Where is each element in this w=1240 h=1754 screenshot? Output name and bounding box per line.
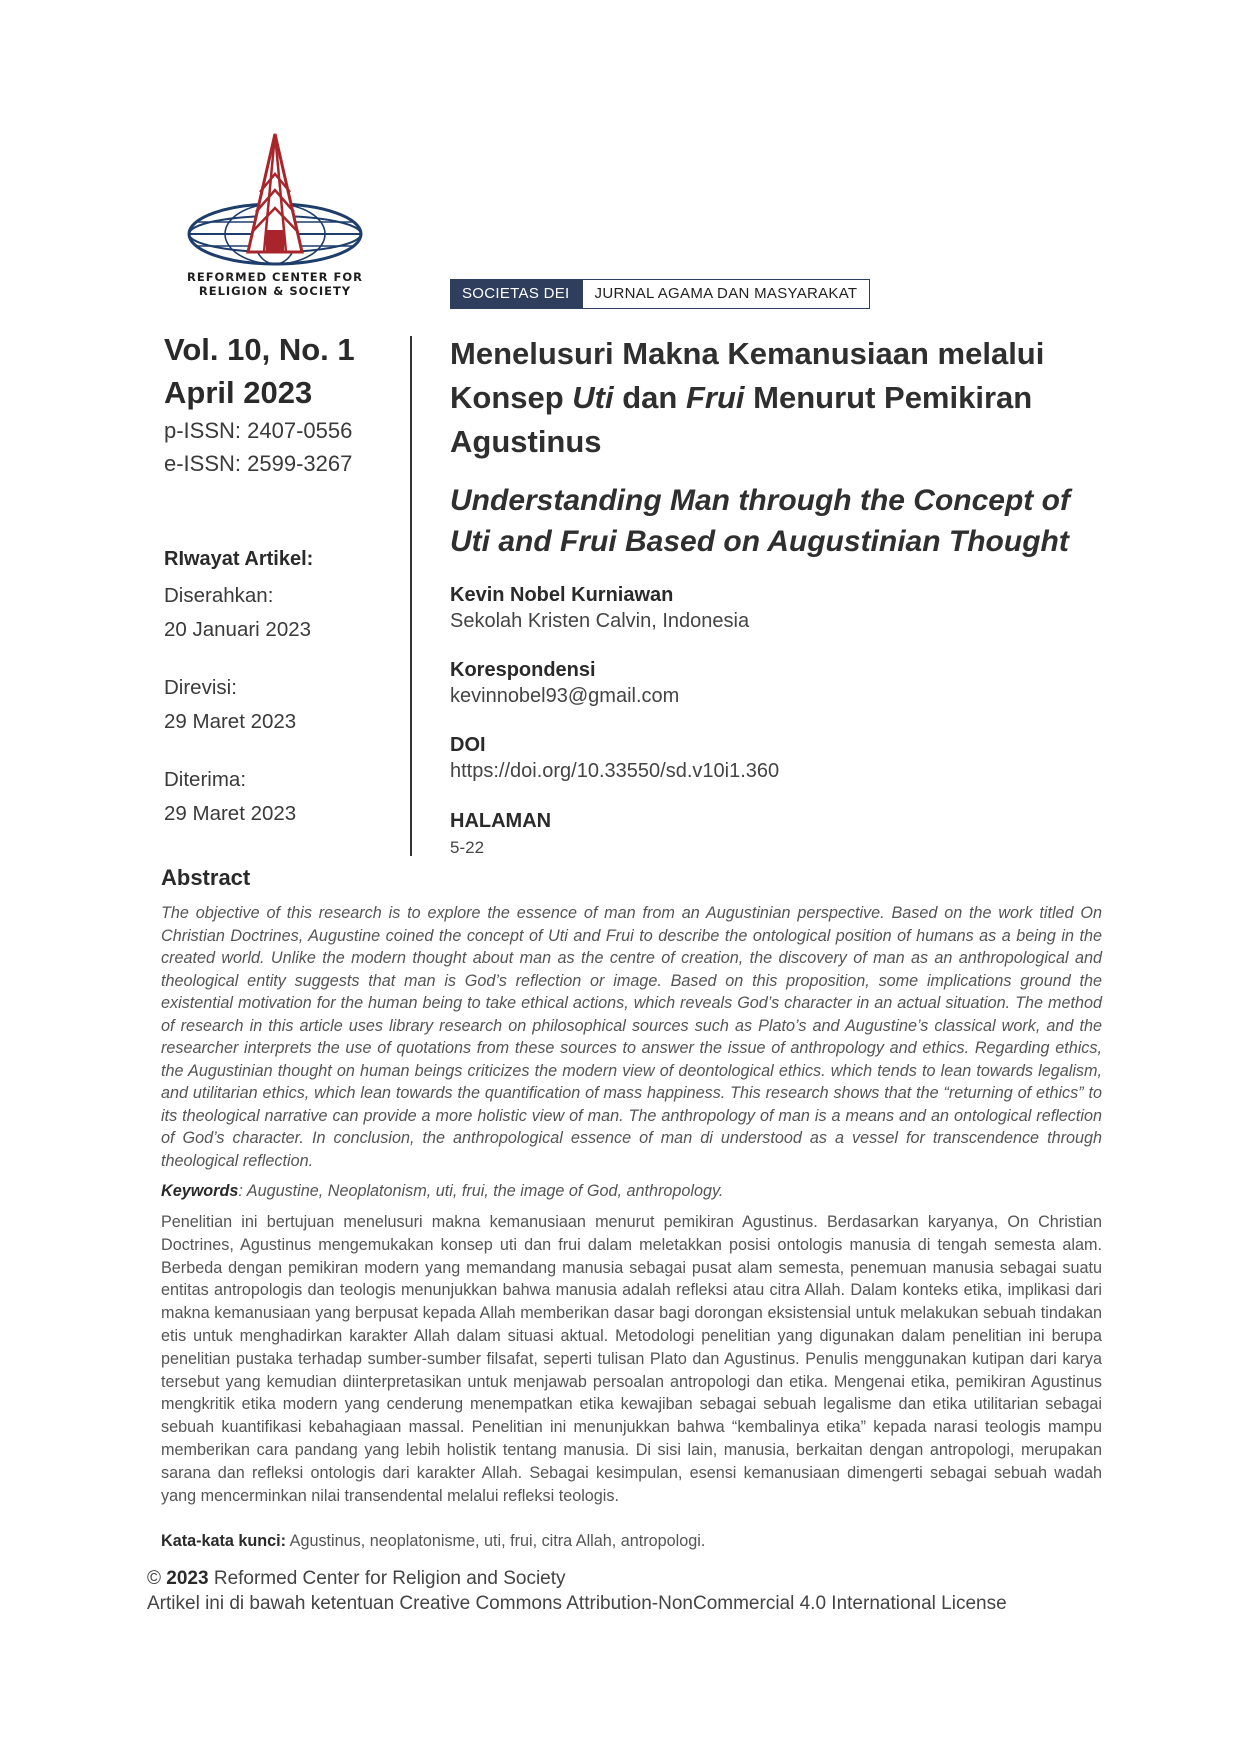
abstract-english: The objective of this research is to explore the essence of man from an Augustinian perspective. Based on the work titled On Christian Doctrines, Augustine coined the concept of Uti and Frui to describe the ontological position of humans as a being in the created world. Unlike the modern thought about man as the centre of creation, the discovery of man as an anthropological and theological entity suggests that man is God’s reflection or image. Based on this proposition, some implications ground the existential motivation for the human being to take ethical actions, which reveals God’s character in an actual situation. The method of research in this article uses library research on philosophical sources such as Plato’s and Augustine’s classical work, and the researcher interprets the use of quotations from these sources to answer the issue of anthropology and ethics. Regarding ethics, the Augustinian thought on human beings criticizes the modern view of deontological ethics. which tends to lean towards legalism, and utilitarian ethics, which lean towards the quantification of mass happiness. This research shows that the “returning of ethics” to its theological narrative can provide a more holistic view of man. The anthropology of man is a means and an ontological reflection of God’s character. In conclusion, the anthropological essence of man di understood as a vessel for transcendence through theological reflection.	[161, 904, 1102, 1170]
logo-line-1: REFORMED CENTER FOR	[186, 270, 363, 284]
author-name: Kevin Nobel Kurniawan	[450, 584, 674, 606]
issue-volume: Vol. 10, No. 1	[164, 332, 355, 367]
submitted-label: Diserahkan:	[164, 584, 274, 607]
logo-wordmark	[160, 270, 390, 298]
abstract-heading: Abstract	[161, 865, 251, 890]
doi-link[interactable]: https://doi.org/10.33550/sd.v10i1.360	[450, 760, 780, 782]
copyright-org: Reformed Center for Religion and Society	[213, 1568, 566, 1589]
issue-date: April 2023	[164, 375, 313, 410]
article-history-title: RIwayat Artikel:	[164, 548, 314, 570]
title-id-line-1: Menelusuri Makna Kemanusiaan melalui	[450, 336, 1045, 371]
kata-kunci-list: Agustinus, neoplatonisme, uti, frui, citra Allah, antropologi.	[286, 1532, 706, 1550]
copyright-line	[147, 1568, 566, 1590]
logo-line-2: RELIGION & SOCIETY	[198, 284, 352, 298]
abstract-indonesian: Penelitian ini bertujuan menelusuri makna kemanusiaan menurut pemikiran Agustinus. Berdasarkan karyanya, On Christian Doctrines, Agustinus mengemukakan konsep uti dan frui dalam meletakkan posisi ontologis manusia di tengah semesta alam. Berbeda dengan pemikiran modern yang memandang manusia sebagai pusat alam semesta, penemuan manusia sebagai suatu entitas antropologis dan teologis menunjukkan bahwa manusia adalah refleksi atau citra Allah. Dalam konteks etika, implikasi dari makna kemanusiaan yang berpusat kepada Allah memberikan dasar bagi dorongan eksistensial untuk melakukan sebuah tindakan etis untuk menghadirkan karakter Allah dalam situasi aktual. Metodologi penelitian yang digunakan dalam penelitian ini berupa penelitian pustaka terhadap sumber-sumber filsafat, seperti tulisan Plato dan Agustinus. Penulis menggunakan kutipan dari karya tersebut yang kemudian diinterpretasikan untuk menjawab persoalan antropologi dan etika. Mengenai etika, pemikiran Agustinus mengkritik etika modern yang cenderung menempatkan etika kewajiban sebagai sebuah legalisme dan etika utilitarian sebagai sebuah kuantifikasi kebahagiaan massal. Penelitian ini menunjukkan bahwa “kembalinya etika” kepada narasi teologis mampu memberikan cara pandang yang lebih holistik tentang manusia. Di sisi lain, manusia, berkaitan dengan antropologi, merupakan sarana dan refleksi ontologis dari karakter Allah. Sebagai kesimpulan, esensi kemanusiaan dimengerti sebagai sebuah wadah yang mencerminkan nilai transendental melalui refleksi teologis.	[161, 1213, 1102, 1505]
electronic-issn: e-ISSN: 2599-3267	[164, 451, 353, 476]
journal-subtitle: JURNAL AGAMA DAN MASYARAKAT	[582, 279, 871, 309]
kata-kunci-label: Kata-kata kunci:	[161, 1532, 287, 1550]
journal-banner	[450, 279, 870, 309]
title-id-uti: Uti	[572, 380, 614, 415]
title-id-konsep: Konsep	[450, 380, 573, 415]
copyright-icon: ©	[147, 1568, 161, 1589]
submitted-date: 20 Januari 2023	[164, 618, 312, 641]
title-id-frui: Frui	[685, 380, 745, 415]
copyright-year: 2023	[166, 1568, 209, 1589]
revised-date: 29 Maret 2023	[164, 710, 297, 733]
title-en-line-2: Uti and Frui Based on Augustinian Thought	[450, 525, 1069, 558]
title-english	[450, 480, 1170, 562]
title-id-dan: dan	[613, 380, 686, 415]
correspondence-label: Korespondensi	[450, 659, 596, 681]
logo-emblem-icon	[180, 130, 380, 270]
title-en-line-1: Understanding Man through the Concept of	[450, 484, 1070, 517]
title-indonesian	[450, 332, 1150, 464]
keywords-english	[161, 1182, 1102, 1201]
journal-name: SOCIETAS DEI	[450, 279, 582, 309]
pages-label: HALAMAN	[450, 810, 552, 832]
column-divider	[410, 336, 412, 856]
accepted-label: Diterima:	[164, 768, 247, 791]
pages-value: 5-22	[450, 838, 485, 857]
keywords-label: Keywords	[161, 1182, 239, 1200]
title-id-line-2	[450, 376, 1150, 420]
author-affiliation: Sekolah Kristen Calvin, Indonesia	[450, 610, 750, 632]
license-line: Artikel ini di bawah ketentuan Creative Commons Attribution-NonCommercial 4.0 International License	[147, 1593, 1007, 1614]
doi-label: DOI	[450, 734, 486, 756]
title-id-line-3: Agustinus	[450, 424, 602, 459]
title-id-menurut: Menurut Pemikiran	[744, 380, 1033, 415]
correspondence-email[interactable]: kevinnobel93@gmail.com	[450, 685, 680, 707]
keywords-indonesian	[161, 1532, 1102, 1551]
revised-label: Direvisi:	[164, 676, 237, 699]
print-issn: p-ISSN: 2407-0556	[164, 418, 353, 443]
keywords-list: : Augustine, Neoplatonism, uti, frui, the image of God, anthropology.	[238, 1182, 724, 1200]
accepted-date: 29 Maret 2023	[164, 802, 297, 825]
